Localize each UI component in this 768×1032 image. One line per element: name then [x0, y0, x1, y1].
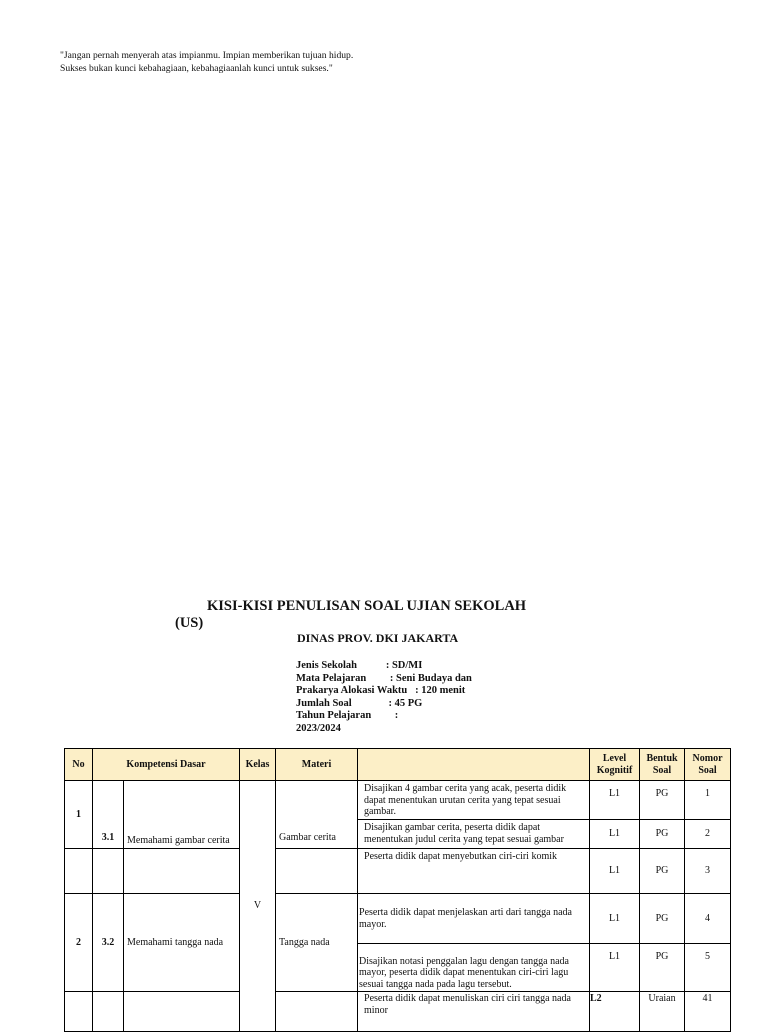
bentuk-cell: Uraian	[640, 992, 685, 1032]
indikator-cell: Peserta didik dapat menuliskan ciri ciri tangga nada minor	[358, 992, 590, 1032]
header-level-line2: Kognitif	[596, 764, 633, 776]
kd-text: Memahami gambar cerita	[124, 781, 240, 849]
header-no: No	[65, 749, 93, 781]
header-level-kognitif	[590, 749, 640, 781]
nomor-cell: 3	[685, 849, 731, 894]
document-subtitle: DINAS PROV. DKI JAKARTA	[297, 631, 459, 645]
kelas-cell: V	[240, 781, 276, 1032]
bentuk-cell: PG	[640, 894, 685, 944]
nomor-cell: 4	[685, 894, 731, 944]
kisi-kisi-table	[64, 748, 731, 1032]
header-kelas: Kelas	[240, 749, 276, 781]
indikator-cell: Peserta didik dapat menyebutkan ciri-ciri komik	[358, 849, 590, 894]
materi-empty	[276, 849, 358, 894]
row-number-empty	[65, 849, 93, 894]
document-title: KISI-KISI PENULISAN SOAL UJIAN SEKOLAH	[207, 598, 527, 614]
header-nomor-line1: Nomor	[692, 752, 723, 764]
table-row	[65, 894, 731, 944]
info-line-5: Tahun Pelajaran :	[296, 710, 399, 722]
kd-code: 3.1	[93, 781, 124, 849]
kd-text-empty	[124, 992, 240, 1032]
bentuk-cell: PG	[640, 781, 685, 820]
kd-text-empty	[124, 849, 240, 894]
row-number: 1	[65, 781, 93, 849]
indikator-cell: Disajikan notasi penggalan lagu dengan tangga nada mayor, peserta didik dapat menentukan ciri-ciri lagu sesuai tangga nada pada lagu tersebut.	[358, 944, 590, 992]
table-header-row	[65, 749, 731, 781]
header-nomor-soal	[685, 749, 731, 781]
info-line-6: 2023/2024	[296, 722, 341, 734]
exam-info-block	[296, 660, 472, 736]
nomor-cell: 2	[685, 820, 731, 849]
header-materi: Materi	[276, 749, 358, 781]
header-indikator	[358, 749, 590, 781]
header-bentuk-soal	[640, 749, 685, 781]
info-line-4: Jumlah Soal : 45 PG	[296, 697, 423, 709]
level-cell: L1	[590, 944, 640, 992]
level-cell: L1	[590, 781, 640, 820]
document-title-suffix: (US)	[175, 615, 204, 631]
bentuk-cell: PG	[640, 944, 685, 992]
motivational-quote	[60, 50, 353, 75]
table-row	[65, 849, 731, 894]
quote-line-2: Sukses bukan kunci kebahagiaan, kebahagiaanlah kunci untuk sukses."	[60, 62, 333, 74]
header-bentuk-line2: Soal	[652, 764, 672, 776]
level-cell: L2	[590, 992, 640, 1032]
info-line-1: Jenis Sekolah : SD/MI	[296, 660, 423, 671]
header-bentuk-line1: Bentuk	[646, 752, 678, 764]
materi-empty	[276, 992, 358, 1032]
level-cell: L1	[590, 849, 640, 894]
row-number-empty	[65, 992, 93, 1032]
header-kompetensi-dasar: Kompetensi Dasar	[93, 749, 240, 781]
table-row	[65, 781, 731, 820]
materi-cell: Tangga nada	[276, 894, 358, 992]
kd-code-empty	[93, 992, 124, 1032]
kd-code: 3.2	[93, 894, 124, 992]
nomor-cell: 5	[685, 944, 731, 992]
bentuk-cell: PG	[640, 820, 685, 849]
indikator-cell: Peserta didik dapat menjelaskan arti dari tangga nada mayor.	[358, 894, 590, 944]
bentuk-cell: PG	[640, 849, 685, 894]
nomor-cell: 41	[685, 992, 731, 1032]
row-number: 2	[65, 894, 93, 992]
level-cell: L1	[590, 820, 640, 849]
header-nomor-line2: Soal	[698, 764, 717, 776]
kd-text: Memahami tangga nada	[124, 894, 240, 992]
level-cell: L1	[590, 894, 640, 944]
nomor-cell: 1	[685, 781, 731, 820]
quote-line-1: "Jangan pernah menyerah atas impianmu. Impian memberikan tujuan hidup.	[60, 50, 354, 61]
header-level-line1: Level	[602, 752, 627, 764]
indikator-cell: Disajikan 4 gambar cerita yang acak, peserta didik dapat menentukan urutan cerita yang tepat sesuai gambar.	[358, 781, 590, 820]
table-row	[65, 992, 731, 1032]
info-line-3: Prakarya Alokasi Waktu : 120 menit	[296, 685, 466, 697]
indikator-cell: Disajikan gambar cerita, peserta didik dapat menentukan judul cerita yang tepat sesuai gambar	[358, 820, 590, 849]
kd-code-empty	[93, 849, 124, 894]
info-line-2: Mata Pelajaran : Seni Budaya dan	[296, 672, 472, 684]
materi-cell: Gambar cerita	[276, 781, 358, 849]
